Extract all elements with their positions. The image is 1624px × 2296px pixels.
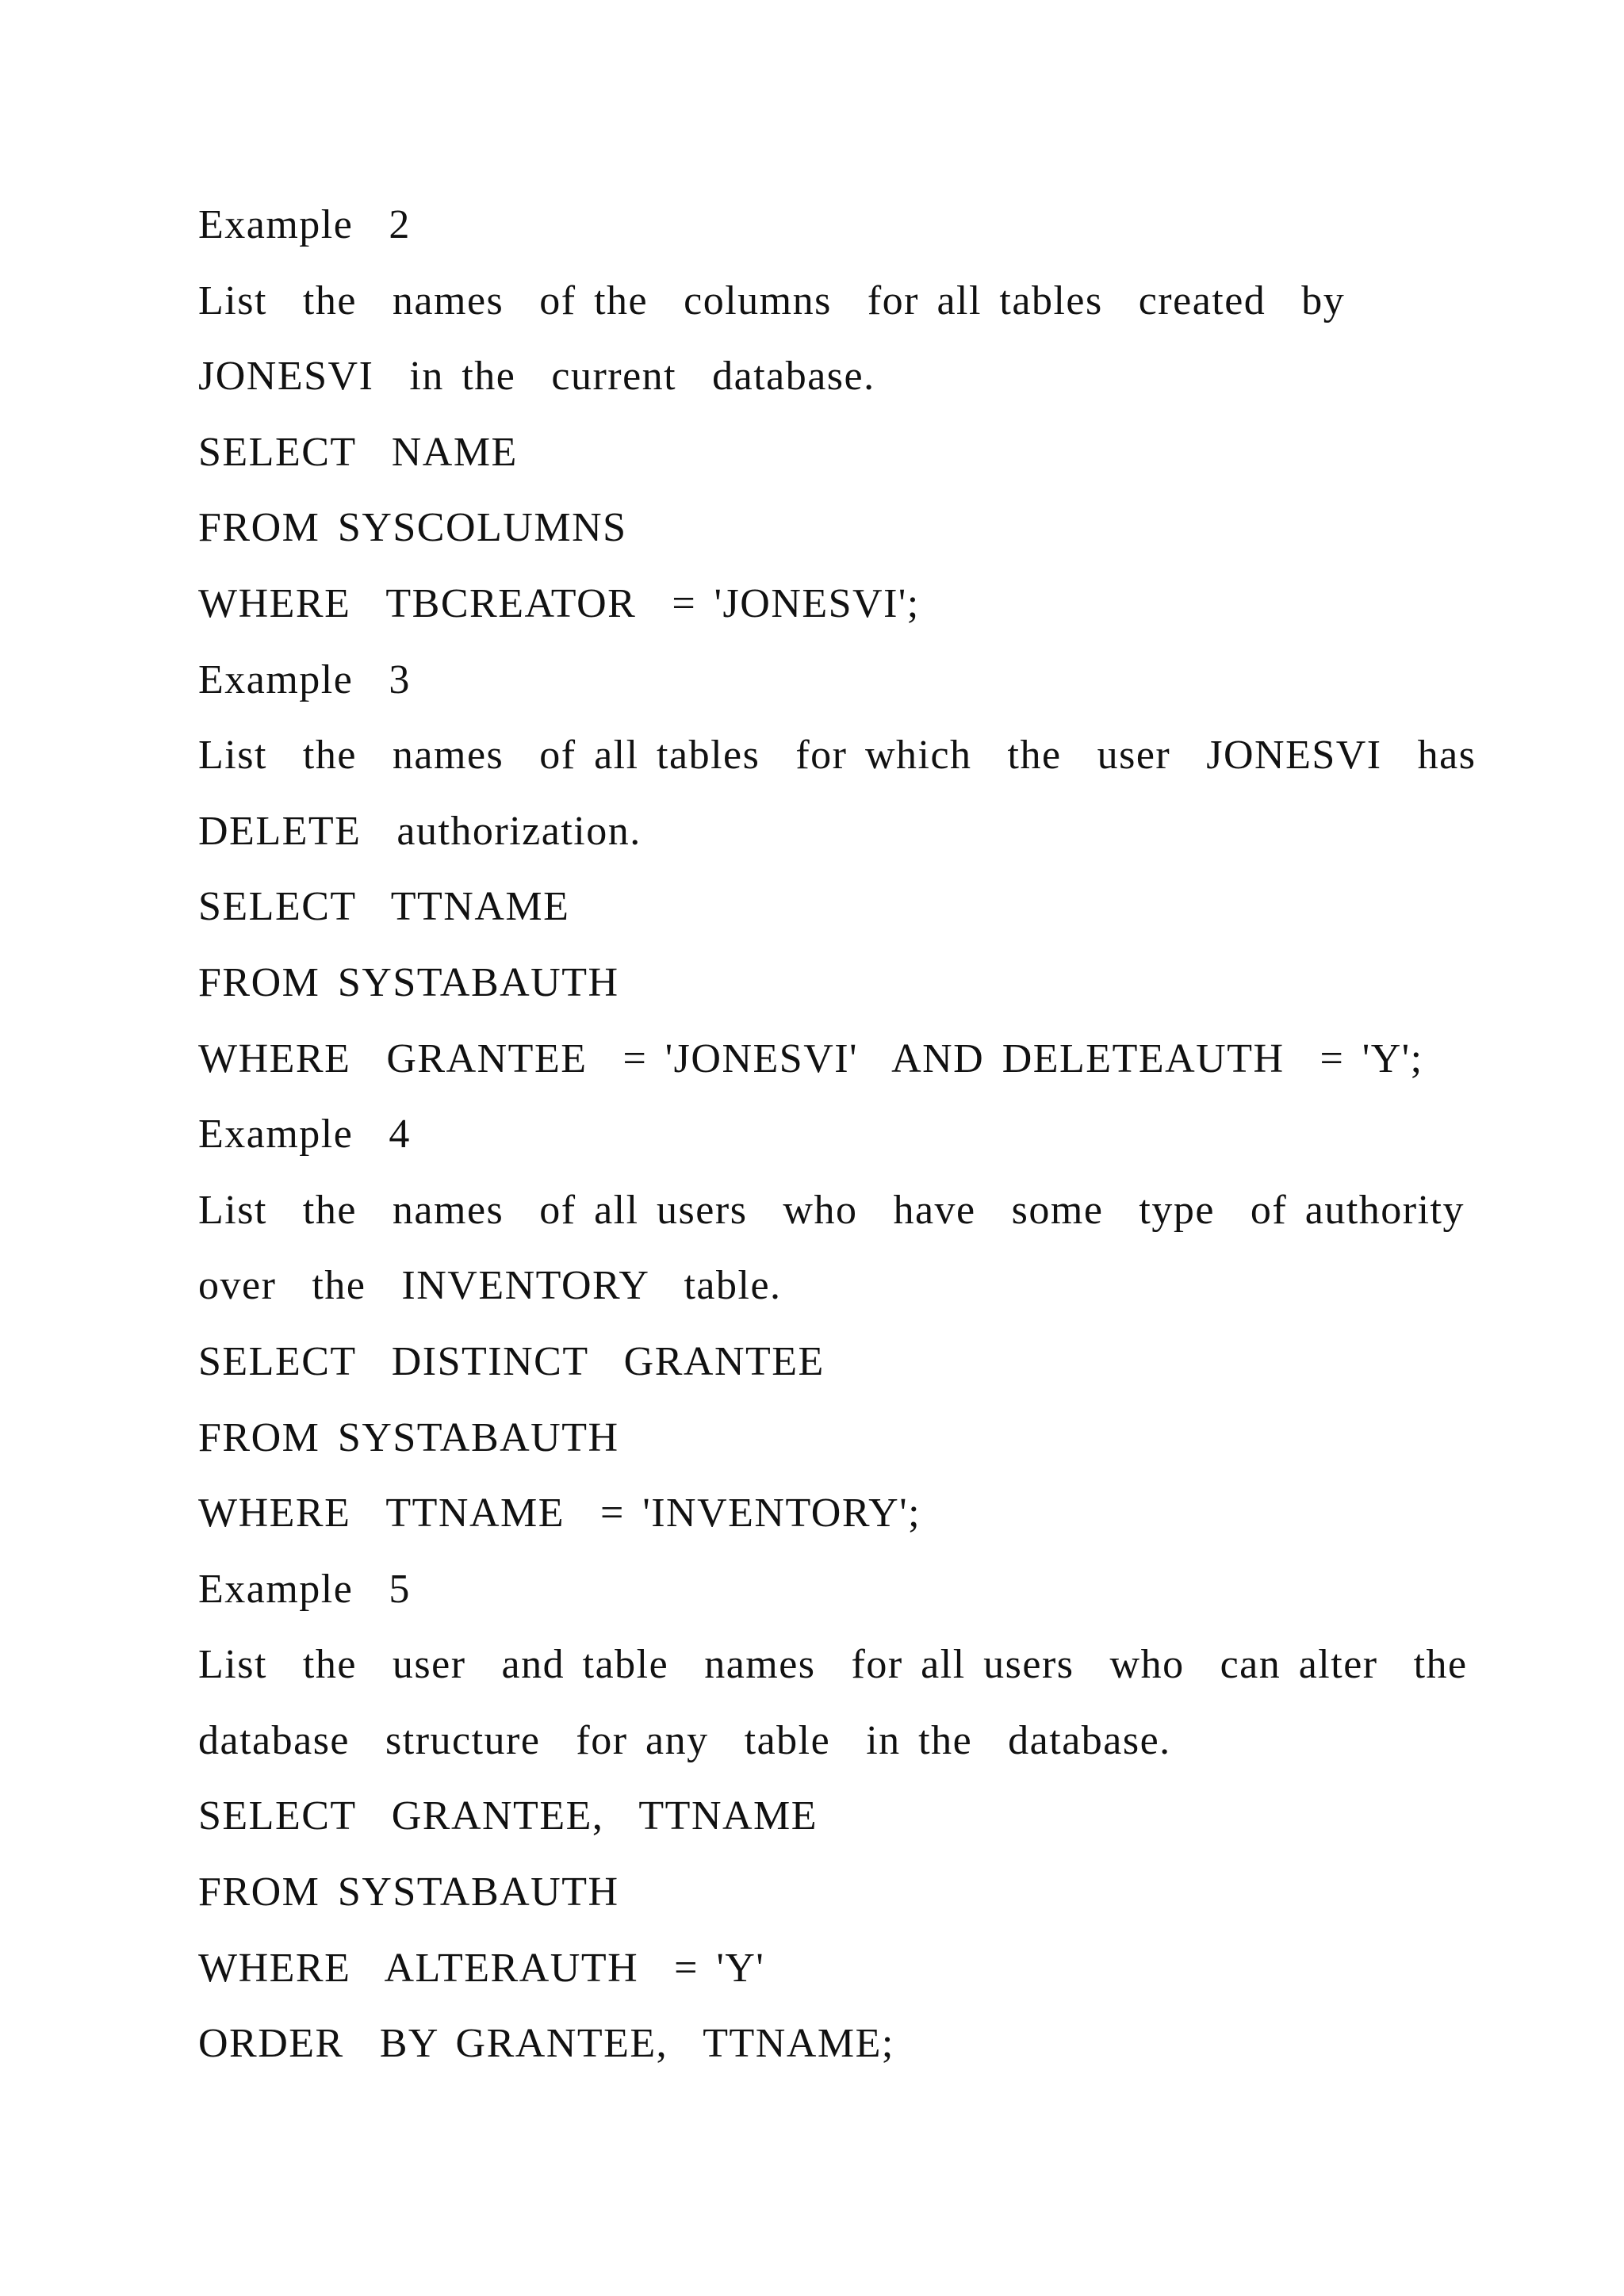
example-4-heading: Example 4 bbox=[198, 1112, 411, 1158]
example-3-description-line-1: List the names of all tables for which the user JONESVI has bbox=[198, 733, 1477, 779]
example-3-heading: Example 3 bbox=[198, 656, 411, 702]
example-3-sql-select: SELECT TTNAME bbox=[198, 884, 570, 930]
example-3-sql-from: FROM SYSTABAUTH bbox=[198, 959, 619, 1005]
example-5-sql-select: SELECT GRANTEE, TTNAME bbox=[198, 1793, 818, 1839]
example-2-description-line-1: List the names of the columns for all tables created by bbox=[198, 277, 1346, 323]
example-2-sql-from: FROM SYSCOLUMNS bbox=[198, 505, 627, 551]
example-3-description-line-2: DELETE authorization. bbox=[198, 808, 642, 854]
example-5-heading: Example 5 bbox=[198, 1566, 411, 1612]
example-2-sql-select: SELECT NAME bbox=[198, 429, 518, 475]
example-4-description-line-2: over the INVENTORY table. bbox=[198, 1263, 782, 1309]
example-3-sql-where: WHERE GRANTEE = 'JONESVI' AND DELETEAUTH = 'Y'; bbox=[198, 1035, 1423, 1081]
example-4-description-line-1: List the names of all users who have some type of authority bbox=[198, 1187, 1465, 1233]
document-body bbox=[198, 187, 1546, 2082]
example-4-sql-select: SELECT DISTINCT GRANTEE bbox=[198, 1338, 825, 1384]
example-4-sql-where: WHERE TTNAME = 'INVENTORY'; bbox=[198, 1490, 921, 1536]
example-2-sql-where: WHERE TBCREATOR = 'JONESVI'; bbox=[198, 580, 920, 626]
example-5-description-line-1: List the user and table names for all users who can alter the bbox=[198, 1642, 1468, 1688]
example-2-heading: Example 2 bbox=[198, 202, 411, 247]
example-5-description-line-2: database structure for any table in the database. bbox=[198, 1717, 1171, 1763]
example-5-sql-from: FROM SYSTABAUTH bbox=[198, 1869, 619, 1915]
example-5-sql-order-by: ORDER BY GRANTEE, TTNAME; bbox=[198, 2021, 894, 2067]
example-4-sql-from: FROM SYSTABAUTH bbox=[198, 1414, 619, 1460]
example-2-description-line-2: JONESVI in the current database. bbox=[198, 354, 875, 400]
example-5-sql-where: WHERE ALTERAUTH = 'Y' bbox=[198, 1945, 765, 1991]
